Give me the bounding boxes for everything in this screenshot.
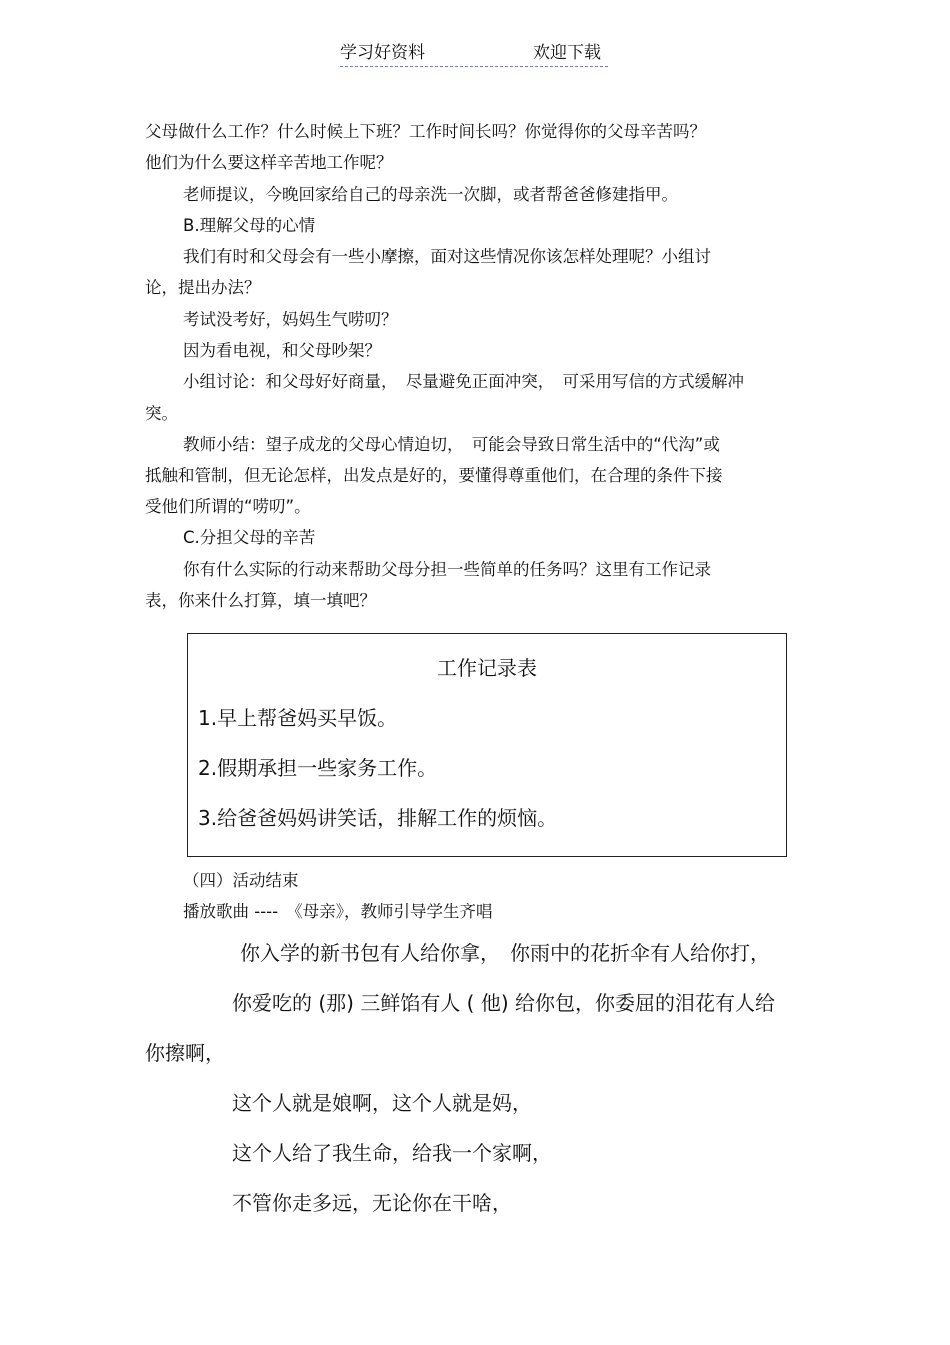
body-line: 考试没考好，妈妈生气唠叨？ — [183, 310, 398, 329]
body-line: 小组讨论：和父母好好商量， 尽量避免正面冲突， 可采用写信的方式缓解冲 — [183, 372, 744, 391]
lyric-line: 不管你走多远，无论你在干啥， — [232, 1191, 512, 1215]
body-line: 因为看电视，和父母吵架？ — [183, 341, 381, 360]
lyric-line: 你入学的新书包有人给你拿， 你雨中的花折伞有人给你打， — [240, 941, 770, 965]
song-intro: 播放歌曲 ---- 《母亲》，教师引导学生齐唱 — [183, 902, 493, 921]
body-line: 我们有时和父母会有一些小摩擦，面对这些情况你该怎样处理呢？小组讨 — [183, 247, 711, 266]
work-record-title: 工作记录表 — [437, 656, 537, 680]
lyric-line: 你爱吃的 (那) 三鲜馅有人 ( 他) 给你包，你委屈的泪花有人给 — [232, 991, 775, 1015]
header-right-text: 欢迎下载 — [533, 43, 601, 63]
body-line: 教师小结：望子成龙的父母心情迫切， 可能会导致日常生活中的“代沟”或 — [183, 435, 720, 454]
section-heading-b: B.理解父母的心情 — [183, 216, 316, 235]
work-record-item: 3.给爸爸妈妈讲笑话，排解工作的烦恼。 — [198, 806, 558, 830]
body-line: 父母做什么工作？什么时候上下班？工作时间长吗？你觉得你的父母辛苦吗？ — [145, 122, 706, 141]
work-record-table — [187, 633, 787, 857]
lyric-line: 这个人给了我生命，给我一个家啊， — [232, 1141, 552, 1165]
body-line: 受他们所谓的“唠叨”。 — [145, 497, 311, 516]
body-line: 你有什么实际的行动来帮助父母分担一些简单的任务吗？这里有工作记录 — [183, 560, 711, 579]
body-line: 老师提议，今晚回家给自己的母亲洗一次脚，或者帮爸爸修建指甲。 — [183, 185, 678, 204]
header-left-text: 学习好资料 — [340, 43, 425, 63]
body-line: 突。 — [145, 404, 178, 423]
work-record-item: 1.早上帮爸妈买早饭。 — [198, 706, 398, 730]
section-heading-4: （四）活动结束 — [183, 871, 299, 890]
lyric-line: 你擦啊， — [145, 1041, 225, 1065]
body-line: 论，提出办法？ — [145, 278, 261, 297]
body-line: 表，你来什么打算，填一填吧？ — [145, 591, 376, 610]
page-header — [340, 40, 608, 67]
work-record-item: 2.假期承担一些家务工作。 — [198, 756, 438, 780]
body-line: 抵触和管制，但无论怎样，出发点是好的，要懂得尊重他们，在合理的条件下接 — [145, 466, 723, 485]
lyric-line: 这个人就是娘啊，这个人就是妈， — [232, 1091, 532, 1115]
section-heading-c: C.分担父母的辛苦 — [183, 528, 316, 547]
body-line: 他们为什么要这样辛苦地工作呢？ — [145, 153, 393, 172]
